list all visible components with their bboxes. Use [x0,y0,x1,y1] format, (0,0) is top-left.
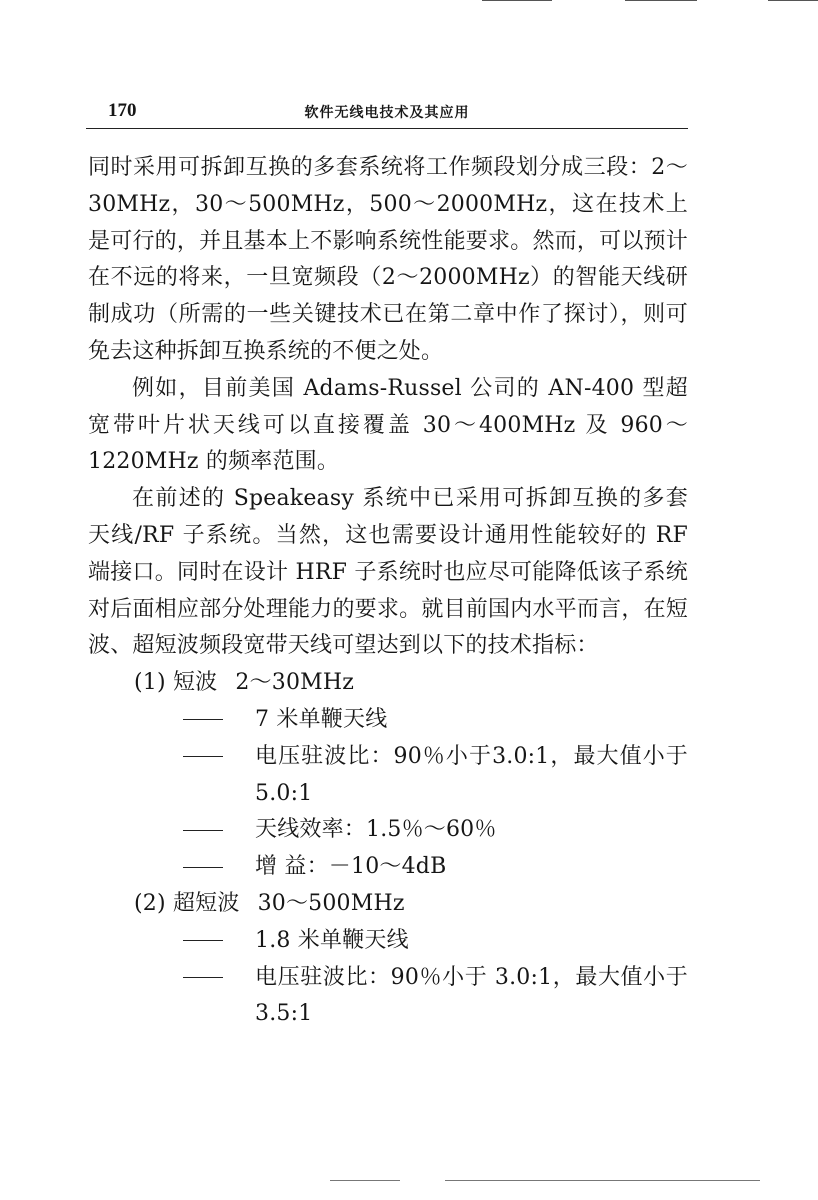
dash-mark [88,739,255,813]
spec-list-ultrashortwave [88,886,688,1033]
spec-item-text: 1.8 米单鞭天线 [255,927,409,953]
spec-list-shortwave [88,665,688,886]
spec-item-text: 7 米单鞭天线 [255,706,388,732]
spec-item [88,849,688,886]
dash-mark [88,702,255,739]
bottom-rule-left [330,1180,400,1181]
bottom-rule-right [445,1180,760,1181]
scan-mark-top-2 [625,0,697,1]
spec-heading-shortwave [88,665,688,702]
spec-range: 30～500MHz [257,890,405,916]
running-title: 软件无线电技术及其应用 [304,105,470,121]
dash-mark [88,960,255,1034]
page-header [86,96,688,129]
dash-mark [88,849,255,886]
spec-item [88,960,688,1034]
page-number: 170 [108,100,137,121]
spec-item [88,923,688,960]
paragraph-2: 例如，目前美国 Adams-Russel 公司的 AN-400 型超宽带叶片状天线可以直接覆盖 30～400MHz 及 960～1220MHz 的频率范围。 [88,375,688,475]
scan-mark-top-3 [768,0,818,1]
spec-label: (2) 超短波 [134,890,240,916]
paragraph-1: 同时采用可拆卸互换的多套系统将工作频段划分成三段：2～30MHz，30～500MHz，500～2000MHz，这在技术上是可行的，并且基本上不影响系统性能要求。然而，可以预计在不远的将来，一旦宽频段（2～2000MHz）的智能天线研制成功（所需的一些关键技术已在第二章中作了探讨），则可免去这种拆卸互换系统的不便之处。 [88,155,688,364]
spec-range: 2～30MHz [235,670,355,696]
spec-item [88,702,688,739]
scan-mark-top-1 [482,0,552,1]
paragraph-3: 在前述的 Speakeasy 系统中已采用可拆卸互换的多套天线/RF 子系统。当然，这也需要设计通用性能较好的 RF 端接口。同时在设计 HRF 子系统时也应尽可能降低该子系统对后面相应部分处理能力的要求。就目前国内水平而言，在短波、超短波频段宽带天线可望达到以下的技术指标： [88,486,688,659]
body-text [88,150,688,1033]
spec-item-text: 天线效率：1.5％～60％ [255,817,497,843]
spec-heading-ultrashortwave [88,886,688,923]
dash-mark [88,812,255,849]
dash-mark [88,923,255,960]
spec-label: (1) 短波 [134,670,218,696]
spec-item [88,812,688,849]
spec-item-text: 增 益：－10～4dB [255,854,447,880]
spec-item-text: 电压驻波比：90％小于 3.0:1，最大值小于 3.5:1 [255,964,688,1027]
spec-item-text: 电压驻波比：90％小于3.0:1，最大值小于5.0:1 [255,743,688,806]
spec-item [88,739,688,813]
